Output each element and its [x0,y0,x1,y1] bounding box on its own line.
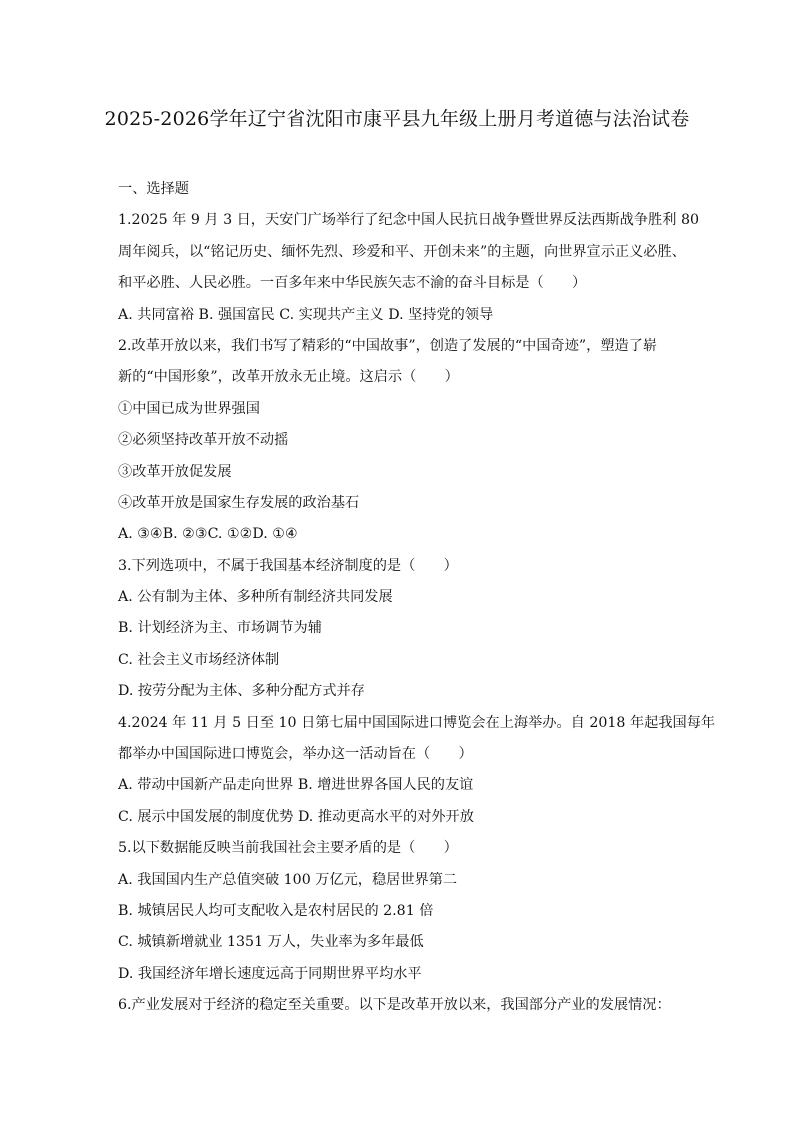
question-5-option-b: B. 城镇居民人均可支配收入是农村居民的 2.81 倍 [118,902,434,919]
question-2-statement-1: ①中国已成为世界强国 [118,400,260,417]
question-5-option-d: D. 我国经济年增长速度远高于同期世界平均水平 [118,965,422,982]
question-4-options-cd: C. 展示中国发展的制度优势 D. 推动更高水平的对外开放 [118,808,474,825]
question-1-line-1: 1.2025 年 9 月 3 日，天安门广场举行了纪念中国人民抗日战争暨世界反法西斯战争胜利 80 [118,212,699,229]
question-5-stem: 5.以下数据能反映当前我国社会主要矛盾的是（ ） [118,840,458,857]
question-2-statement-3: ③改革开放促发展 [118,463,232,480]
question-6-stem: 6.产业发展对于经济的稳定至关重要。以下是改革开放以来，我国部分产业的发展情况： [118,997,671,1014]
question-2-line-2: 新的“中国形象”，改革开放永无止境。这启示（ ） [118,369,459,386]
page-title: 2025-2026学年辽宁省沈阳市康平县九年级上册月考道德与法治试卷 [104,108,690,130]
question-1-line-2: 周年阅兵，以“铭记历史、缅怀先烈、珍爱和平、开创未来”的主题，向世界宣示正义必胜、 [118,243,686,260]
question-5-option-c: C. 城镇新增就业 1351 万人，失业率为多年最低 [118,934,424,951]
question-2-options: A. ③④B. ②③C. ①②D. ①④ [118,526,298,543]
question-5-option-a: A. 我国国内生产总值突破 100 万亿元，稳居世界第二 [118,871,458,888]
question-4-line-2: 都举办中国国际进口博览会，举办这一活动旨在（ ） [118,746,473,763]
question-4-options-ab: A. 带动中国新产品走向世界 B. 增进世界各国人民的友谊 [118,777,474,794]
question-1-options: A. 共同富裕 B. 强国富民 C. 实现共产主义 D. 坚持党的领导 [118,306,494,323]
question-1-line-3: 和平必胜、人民必胜。一百多年来中华民族矢志不渝的奋斗目标是（ ） [118,275,587,292]
question-2-statement-2: ②必须坚持改革开放不动摇 [118,432,289,449]
question-4-line-1: 4.2024 年 11 月 5 日至 10 日第七届中国国际进口博览会在上海举办。自 2018 年起我国每年 [118,714,716,731]
question-3-option-b: B. 计划经济为主、市场调节为辅 [118,620,322,637]
section-heading: 一、选择题 [118,181,189,197]
question-2-statement-4: ④改革开放是国家生存发展的政治基石 [118,494,360,511]
exam-content [118,174,716,1022]
question-3-stem: 3.下列选项中，不属于我国基本经济制度的是（ ） [118,557,458,574]
question-3-option-a: A. 公有制为主体、多种所有制经济共同发展 [118,589,393,606]
question-3-option-c: C. 社会主义市场经济体制 [118,651,280,668]
question-3-option-d: D. 按劳分配为主体、多种分配方式并存 [118,683,365,700]
question-2-line-1: 2.改革开放以来，我们书写了精彩的“中国故事”，创造了发展的“中国奇迹”，塑造了崭 [118,337,658,354]
